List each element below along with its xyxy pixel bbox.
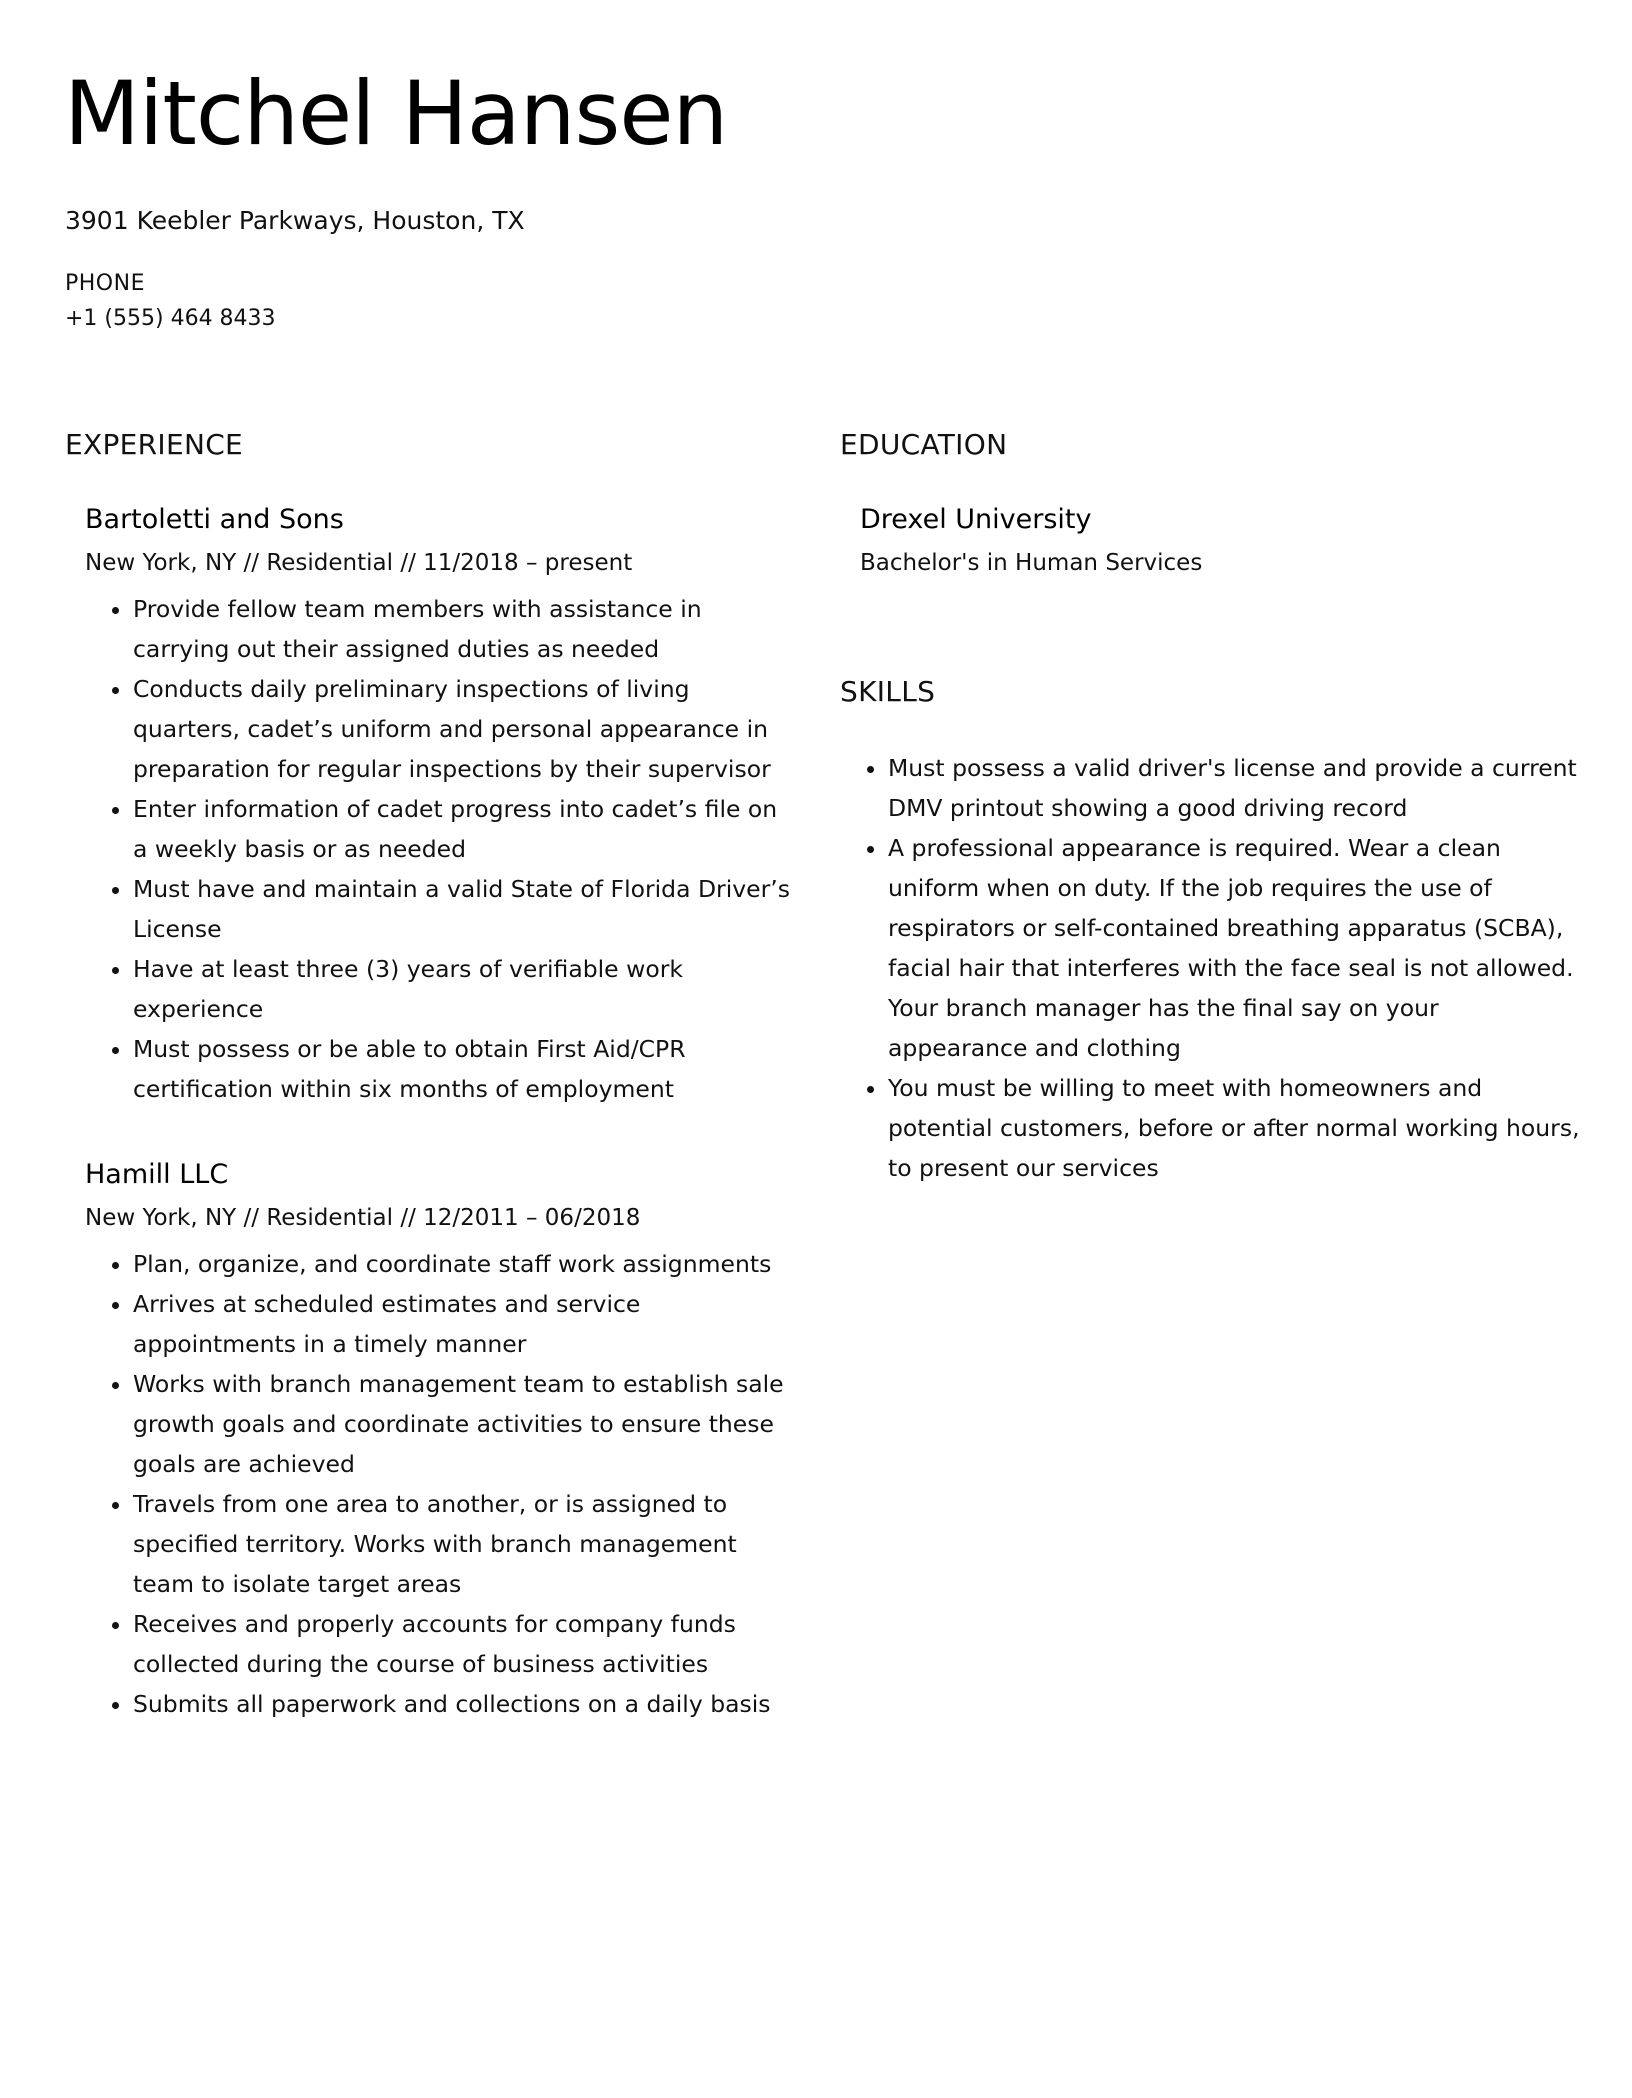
job-duty: • Receives and properly accounts for company funds collected during the course of business activities — [133, 1604, 790, 1684]
right-column — [840, 428, 1580, 1188]
job-meta: New York, NY // Residential // 11/2018 – present — [85, 549, 633, 576]
skill-item: • Must possess a valid driver's license and provide a current DMV printout showing a good driving record — [888, 748, 1580, 828]
job-duty: • Must possess or be able to obtain First Aid/CPR certification within six months of employment — [133, 1029, 790, 1109]
school-name: Drexel University — [860, 503, 1092, 535]
job-duty: • Enter information of cadet progress into cadet’s file on a weekly basis or as needed — [133, 789, 790, 869]
skills-list — [840, 748, 1580, 1188]
job-duty: • Travels from one area to another, or is assigned to specified territory. Works with branch management team to isolate target areas — [133, 1484, 790, 1604]
candidate-name: Mitchel Hansen — [64, 62, 728, 165]
skills-heading: SKILLS — [840, 674, 936, 708]
job-duty: • Conducts daily preliminary inspections of living quarters, cadet’s uniform and personal appearance in preparation for regular inspections by their supervisor — [133, 669, 790, 789]
job-duty: • Have at least three (3) years of verifiable work experience — [133, 949, 790, 1029]
experience-section — [65, 428, 790, 1772]
address: 3901 Keebler Parkways, Houston, TX — [65, 206, 525, 235]
phone-number: +1 (555) 464 8433 — [65, 306, 276, 331]
job-duty: • Provide fellow team members with assistance in carrying out their assigned duties as needed — [133, 589, 790, 669]
job-company: Hamill LLC — [85, 1158, 229, 1190]
job-duty: • Works with branch management team to establish sale growth goals and coordinate activities to ensure these goals are achieved — [133, 1364, 790, 1484]
education-heading: EDUCATION — [840, 428, 1008, 461]
skill-item: • You must be willing to meet with homeowners and potential customers, before or after normal working hours, to present our services — [888, 1068, 1580, 1188]
education-entry — [840, 502, 1580, 579]
experience-heading: EXPERIENCE — [65, 428, 244, 461]
job-duty: • Must have and maintain a valid State of Florida Driver’s License — [133, 869, 790, 949]
job-meta: New York, NY // Residential // 12/2011 – 06/2018 — [85, 1204, 641, 1231]
job-duties-list — [85, 589, 790, 1109]
skill-item: • A professional appearance is required. Wear a clean uniform when on duty. If the job requires the use of respirators or self-contained breathing apparatus (SCBA), facial hair that interferes with the face seal is not allowed. Your branch manager has the final say on your appearance and clothing — [888, 828, 1580, 1068]
job-duty: • Arrives at scheduled estimates and service appointments in a timely manner — [133, 1284, 790, 1364]
job-entry — [65, 1157, 790, 1724]
phone-label: PHONE — [65, 271, 145, 296]
job-duties-list — [85, 1244, 790, 1724]
job-duty: • Submits all paperwork and collections on a daily basis — [133, 1684, 790, 1724]
job-company: Bartoletti and Sons — [85, 503, 344, 535]
degree: Bachelor's in Human Services — [860, 549, 1203, 576]
job-duty: • Plan, organize, and coordinate staff work assignments — [133, 1244, 790, 1284]
job-entry — [65, 502, 790, 1109]
